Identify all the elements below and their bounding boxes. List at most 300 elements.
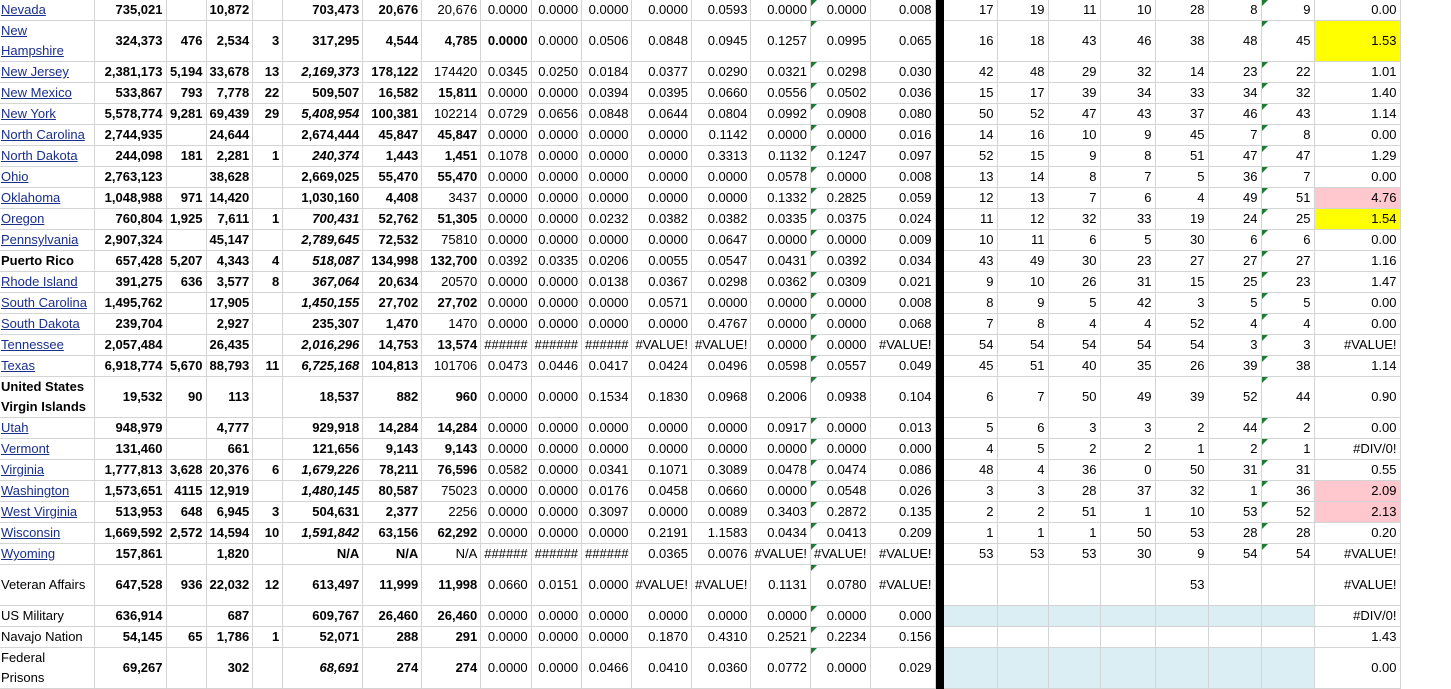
table-cell[interactable]: 2,669,025 (283, 167, 363, 188)
table-cell[interactable]: 3 (1155, 293, 1208, 314)
table-cell[interactable]: 0.0000 (751, 314, 811, 335)
table-cell[interactable]: 760,804 (94, 209, 166, 230)
table-cell[interactable]: 2,377 (363, 502, 422, 523)
row-name-link[interactable]: Nevada (1, 2, 46, 17)
table-cell[interactable]: 52,762 (363, 209, 422, 230)
table-cell[interactable]: 0.0000 (582, 439, 632, 460)
table-cell[interactable]: 68,691 (283, 648, 363, 689)
table-cell[interactable]: 54 (1100, 335, 1155, 356)
table-cell[interactable]: #DIV/0! (1314, 606, 1400, 627)
table-cell[interactable]: 8 (1100, 146, 1155, 167)
row-name-cell[interactable] (0, 460, 94, 481)
table-cell[interactable]: 0.0000 (481, 0, 531, 21)
table-cell[interactable]: 6 (1100, 188, 1155, 209)
table-cell[interactable]: 0.0000 (531, 188, 581, 209)
table-cell[interactable]: 0.0548 (810, 481, 870, 502)
table-cell[interactable]: 29 (1048, 62, 1100, 83)
table-cell[interactable]: 30 (1155, 230, 1208, 251)
table-cell[interactable]: 0.0000 (531, 648, 581, 689)
table-cell[interactable]: 20,676 (422, 0, 481, 21)
table-cell[interactable]: 1470 (422, 314, 481, 335)
table-cell[interactable]: 0.0571 (632, 293, 692, 314)
table-cell[interactable]: 69,267 (94, 648, 166, 689)
table-cell[interactable]: 2,744,935 (94, 125, 166, 146)
table-cell[interactable]: 2,016,296 (283, 335, 363, 356)
table-cell[interactable]: 0.1131 (751, 565, 811, 606)
table-cell[interactable]: 1,048,988 (94, 188, 166, 209)
table-cell[interactable]: 0.0000 (810, 439, 870, 460)
row-name-cell[interactable] (0, 544, 94, 565)
table-cell[interactable]: 0.000 (870, 606, 935, 627)
table-cell[interactable]: 0.0076 (691, 544, 751, 565)
table-cell[interactable]: 9 (1100, 125, 1155, 146)
table-cell[interactable]: 52 (1261, 502, 1314, 523)
table-cell[interactable]: 4 (1048, 314, 1100, 335)
table-cell[interactable]: ###### (582, 335, 632, 356)
table-cell[interactable]: 54 (1048, 335, 1100, 356)
table-cell[interactable]: 0.4310 (691, 627, 751, 648)
table-cell[interactable]: 9 (943, 272, 997, 293)
table-cell[interactable]: 0.3097 (582, 502, 632, 523)
table-cell[interactable]: 391,275 (94, 272, 166, 293)
table-cell[interactable]: 14,594 (206, 523, 253, 544)
table-cell[interactable] (997, 565, 1048, 606)
table-cell[interactable]: 0.3403 (751, 502, 811, 523)
table-cell[interactable]: 0.0000 (810, 314, 870, 335)
table-cell[interactable]: 274 (422, 648, 481, 689)
table-cell[interactable]: 0.0000 (632, 146, 692, 167)
table-cell[interactable]: 2,789,645 (283, 230, 363, 251)
table-cell[interactable] (1261, 627, 1314, 648)
table-cell[interactable]: 0.0578 (751, 167, 811, 188)
table-cell[interactable]: #VALUE! (751, 544, 811, 565)
table-cell[interactable]: 882 (363, 377, 422, 418)
table-cell[interactable]: 324,373 (94, 21, 166, 62)
table-cell[interactable]: 26,435 (206, 335, 253, 356)
table-cell[interactable]: 4,544 (363, 21, 422, 62)
row-name-cell[interactable] (0, 627, 94, 648)
table-cell[interactable]: 1.29 (1314, 146, 1400, 167)
table-cell[interactable]: 7 (1208, 125, 1261, 146)
table-cell[interactable]: 0.0335 (531, 251, 581, 272)
table-cell[interactable]: 0.0000 (751, 125, 811, 146)
table-cell[interactable]: 0.0000 (481, 606, 531, 627)
table-cell[interactable]: 0.0474 (810, 460, 870, 481)
table-cell[interactable]: 0.00 (1314, 648, 1400, 689)
table-cell[interactable]: 14 (1155, 62, 1208, 83)
table-cell[interactable]: 0.0473 (481, 356, 531, 377)
table-cell[interactable]: 134,998 (363, 251, 422, 272)
table-cell[interactable]: 4 (1261, 314, 1314, 335)
table-cell[interactable]: 0.0000 (632, 314, 692, 335)
table-cell[interactable]: 1.43 (1314, 627, 1400, 648)
table-cell[interactable]: 0.0000 (531, 439, 581, 460)
table-cell[interactable]: 43 (1048, 21, 1100, 62)
table-cell[interactable]: 31 (1100, 272, 1155, 293)
table-cell[interactable]: 0.0772 (751, 648, 811, 689)
table-cell[interactable]: 3,577 (206, 272, 253, 293)
table-cell[interactable]: 0.00 (1314, 418, 1400, 439)
table-cell[interactable]: 0.029 (870, 648, 935, 689)
table-cell[interactable]: 0.0000 (632, 167, 692, 188)
table-cell[interactable]: 0.065 (870, 21, 935, 62)
table-cell[interactable]: 0.0206 (582, 251, 632, 272)
table-cell[interactable]: 0.0000 (691, 167, 751, 188)
table-cell[interactable]: 0.0000 (531, 377, 581, 418)
table-cell[interactable]: 0.0377 (632, 62, 692, 83)
table-cell[interactable]: 104,813 (363, 356, 422, 377)
table-cell[interactable]: 4 (1208, 314, 1261, 335)
table-cell[interactable] (943, 648, 997, 689)
table-cell[interactable]: 12 (253, 565, 283, 606)
table-cell[interactable]: 5,670 (166, 356, 206, 377)
table-cell[interactable]: 28 (1208, 523, 1261, 544)
table-cell[interactable]: 0.0000 (531, 481, 581, 502)
table-cell[interactable]: 0.55 (1314, 460, 1400, 481)
row-name-link[interactable]: North Dakota (1, 148, 78, 163)
table-cell[interactable] (253, 439, 283, 460)
table-cell[interactable]: 32 (1261, 83, 1314, 104)
table-cell[interactable]: 367,064 (283, 272, 363, 293)
table-cell[interactable]: 4,777 (206, 418, 253, 439)
table-cell[interactable]: 0.0000 (531, 606, 581, 627)
table-cell[interactable]: 36 (1261, 481, 1314, 502)
table-cell[interactable]: 0.0478 (751, 460, 811, 481)
table-cell[interactable]: 0.0000 (531, 125, 581, 146)
table-cell[interactable]: 1.1583 (691, 523, 751, 544)
table-cell[interactable]: 178,122 (363, 62, 422, 83)
table-cell[interactable]: 2,169,373 (283, 62, 363, 83)
table-cell[interactable]: 0.0660 (691, 83, 751, 104)
table-cell[interactable]: 1.14 (1314, 356, 1400, 377)
table-cell[interactable]: 53 (1155, 565, 1208, 606)
table-cell[interactable]: 3 (253, 502, 283, 523)
table-cell[interactable]: 31 (1261, 460, 1314, 481)
table-cell[interactable]: 46 (1100, 21, 1155, 62)
table-cell[interactable]: 0.1332 (751, 188, 811, 209)
row-name-link[interactable]: Washington (1, 483, 70, 498)
table-cell[interactable]: 0.0000 (481, 627, 531, 648)
table-cell[interactable]: 0.0582 (481, 460, 531, 481)
table-cell[interactable]: 0.0000 (481, 439, 531, 460)
table-cell[interactable]: 0.0598 (751, 356, 811, 377)
table-cell[interactable]: 36 (1208, 167, 1261, 188)
table-cell[interactable]: 2,907,324 (94, 230, 166, 251)
table-cell[interactable]: 1 (1100, 502, 1155, 523)
table-cell[interactable]: 131,460 (94, 439, 166, 460)
table-cell[interactable]: 54 (1261, 544, 1314, 565)
table-cell[interactable]: 1 (253, 627, 283, 648)
table-cell[interactable] (1208, 565, 1261, 606)
table-cell[interactable] (1155, 648, 1208, 689)
table-cell[interactable]: 0.0804 (691, 104, 751, 125)
table-cell[interactable]: 0.0000 (582, 565, 632, 606)
table-cell[interactable]: 1.01 (1314, 62, 1400, 83)
table-cell[interactable]: 0.0055 (632, 251, 692, 272)
table-cell[interactable]: 0.0335 (751, 209, 811, 230)
table-cell[interactable]: 2,763,123 (94, 167, 166, 188)
table-cell[interactable]: 80,587 (363, 481, 422, 502)
table-cell[interactable] (253, 230, 283, 251)
table-cell[interactable]: N/A (422, 544, 481, 565)
table-cell[interactable]: 44 (1261, 377, 1314, 418)
table-cell[interactable]: 0.0917 (751, 418, 811, 439)
table-cell[interactable]: 51,305 (422, 209, 481, 230)
table-cell[interactable]: 6 (997, 418, 1048, 439)
table-cell[interactable]: 42 (1100, 293, 1155, 314)
row-name-cell[interactable] (0, 209, 94, 230)
table-cell[interactable]: 47 (1208, 146, 1261, 167)
row-name-cell[interactable] (0, 356, 94, 377)
table-cell[interactable]: 661 (206, 439, 253, 460)
table-cell[interactable]: 0.0502 (810, 83, 870, 104)
table-cell[interactable]: 10 (253, 523, 283, 544)
table-cell[interactable]: 0.00 (1314, 125, 1400, 146)
table-cell[interactable]: 0.0000 (810, 125, 870, 146)
table-cell[interactable]: 20,634 (363, 272, 422, 293)
table-cell[interactable]: #VALUE! (632, 335, 692, 356)
table-cell[interactable]: 62,292 (422, 523, 481, 544)
table-cell[interactable]: 5,207 (166, 251, 206, 272)
row-name-link[interactable]: Texas (1, 358, 35, 373)
table-cell[interactable] (166, 439, 206, 460)
table-cell[interactable]: 75023 (422, 481, 481, 502)
table-cell[interactable]: 636,914 (94, 606, 166, 627)
table-cell[interactable]: 2.13 (1314, 502, 1400, 523)
table-cell[interactable]: 0.0000 (582, 523, 632, 544)
table-cell[interactable] (166, 544, 206, 565)
table-cell[interactable]: 9,143 (363, 439, 422, 460)
table-cell[interactable]: 3 (1048, 418, 1100, 439)
table-cell[interactable]: 0.0000 (531, 272, 581, 293)
table-cell[interactable]: 0.0000 (481, 648, 531, 689)
table-cell[interactable]: #VALUE! (1314, 544, 1400, 565)
table-cell[interactable]: 11,998 (422, 565, 481, 606)
table-cell[interactable]: 0.0382 (691, 209, 751, 230)
table-cell[interactable]: 2,381,173 (94, 62, 166, 83)
table-cell[interactable]: 27 (1155, 251, 1208, 272)
table-cell[interactable]: 0.008 (870, 0, 935, 21)
table-cell[interactable]: 239,704 (94, 314, 166, 335)
table-cell[interactable]: 0.0660 (691, 481, 751, 502)
table-cell[interactable]: 0.009 (870, 230, 935, 251)
table-cell[interactable]: 0.156 (870, 627, 935, 648)
table-cell[interactable]: 0.0000 (531, 146, 581, 167)
table-cell[interactable]: 54 (943, 335, 997, 356)
table-cell[interactable]: 0.00 (1314, 293, 1400, 314)
table-cell[interactable]: 1.14 (1314, 104, 1400, 125)
table-cell[interactable]: 0.0000 (582, 314, 632, 335)
row-name-cell[interactable] (0, 418, 94, 439)
table-cell[interactable]: 22 (253, 83, 283, 104)
table-cell[interactable]: 0.1257 (751, 21, 811, 62)
table-cell[interactable]: 2,572 (166, 523, 206, 544)
table-cell[interactable]: 1,470 (363, 314, 422, 335)
table-cell[interactable]: 17 (943, 0, 997, 21)
table-cell[interactable]: 50 (943, 104, 997, 125)
table-cell[interactable]: 0.059 (870, 188, 935, 209)
table-cell[interactable]: 55,470 (422, 167, 481, 188)
table-cell[interactable]: 45,847 (422, 125, 481, 146)
row-name-link[interactable]: Wisconsin (1, 525, 61, 540)
table-cell[interactable]: 1,450,155 (283, 293, 363, 314)
table-cell[interactable]: 10 (997, 272, 1048, 293)
table-cell[interactable]: 0.0375 (810, 209, 870, 230)
table-cell[interactable]: 49 (997, 251, 1048, 272)
table-cell[interactable]: 0.026 (870, 481, 935, 502)
table-cell[interactable]: ###### (481, 544, 531, 565)
table-cell[interactable]: 52 (1155, 314, 1208, 335)
table-cell[interactable]: 647,528 (94, 565, 166, 606)
table-cell[interactable]: 0.0000 (810, 0, 870, 21)
table-cell[interactable]: 0.0000 (531, 83, 581, 104)
table-cell[interactable]: 0.0413 (810, 523, 870, 544)
table-cell[interactable]: 32 (1155, 481, 1208, 502)
table-cell[interactable]: 0.0176 (582, 481, 632, 502)
table-cell[interactable]: 38,628 (206, 167, 253, 188)
table-cell[interactable]: 0.90 (1314, 377, 1400, 418)
table-cell[interactable]: 1 (1048, 523, 1100, 544)
table-cell[interactable]: 6 (1208, 230, 1261, 251)
table-cell[interactable]: 39 (1048, 83, 1100, 104)
table-cell[interactable]: 0.0506 (582, 21, 632, 62)
table-cell[interactable]: 4.76 (1314, 188, 1400, 209)
table-cell[interactable]: 0.00 (1314, 314, 1400, 335)
table-cell[interactable]: 0.021 (870, 272, 935, 293)
table-cell[interactable]: 53 (1155, 523, 1208, 544)
table-cell[interactable]: 0.0309 (810, 272, 870, 293)
table-cell[interactable]: 2,281 (206, 146, 253, 167)
table-cell[interactable]: 687 (206, 606, 253, 627)
table-cell[interactable]: 37 (1155, 104, 1208, 125)
table-cell[interactable]: 0.0729 (481, 104, 531, 125)
table-cell[interactable]: 10,872 (206, 0, 253, 21)
table-cell[interactable]: 0.0000 (751, 230, 811, 251)
table-cell[interactable]: ###### (481, 335, 531, 356)
table-cell[interactable]: 0.0360 (691, 648, 751, 689)
table-cell[interactable]: 274 (363, 648, 422, 689)
table-cell[interactable]: 2.09 (1314, 481, 1400, 502)
table-cell[interactable]: 5 (1048, 293, 1100, 314)
table-cell[interactable]: 2,927 (206, 314, 253, 335)
row-name-cell[interactable] (0, 377, 94, 418)
table-cell[interactable]: 2 (997, 502, 1048, 523)
table-cell[interactable]: 0.0458 (632, 481, 692, 502)
table-cell[interactable]: 13 (943, 167, 997, 188)
table-cell[interactable]: 0.0968 (691, 377, 751, 418)
table-cell[interactable]: 7 (1048, 188, 1100, 209)
table-cell[interactable]: 53 (943, 544, 997, 565)
table-cell[interactable]: 54 (997, 335, 1048, 356)
table-cell[interactable]: #VALUE! (870, 565, 935, 606)
table-cell[interactable]: 35 (1100, 356, 1155, 377)
row-name-link[interactable]: New York (1, 106, 56, 121)
table-cell[interactable]: #VALUE! (691, 565, 751, 606)
table-cell[interactable]: 0.0647 (691, 230, 751, 251)
table-cell[interactable]: 0.0000 (582, 627, 632, 648)
table-cell[interactable]: 3 (997, 481, 1048, 502)
table-cell[interactable]: 45 (1155, 125, 1208, 146)
table-cell[interactable]: 0.0000 (751, 0, 811, 21)
table-cell[interactable]: 5,408,954 (283, 104, 363, 125)
table-cell[interactable]: 50 (1155, 460, 1208, 481)
table-cell[interactable] (1155, 606, 1208, 627)
table-cell[interactable]: 54 (1155, 335, 1208, 356)
table-cell[interactable]: 1,820 (206, 544, 253, 565)
table-cell[interactable]: 9 (1155, 544, 1208, 565)
table-cell[interactable]: 12,919 (206, 481, 253, 502)
table-cell[interactable]: 4,343 (206, 251, 253, 272)
table-cell[interactable]: 0.135 (870, 502, 935, 523)
table-cell[interactable]: 29 (253, 104, 283, 125)
table-cell[interactable]: 1 (997, 523, 1048, 544)
table-cell[interactable]: 52 (997, 104, 1048, 125)
table-cell[interactable]: 0.104 (870, 377, 935, 418)
table-cell[interactable]: 0.0000 (691, 188, 751, 209)
table-cell[interactable]: 27,702 (422, 293, 481, 314)
table-cell[interactable] (253, 648, 283, 689)
table-cell[interactable]: 235,307 (283, 314, 363, 335)
table-cell[interactable]: 0.0000 (481, 314, 531, 335)
table-cell[interactable] (1155, 627, 1208, 648)
table-cell[interactable]: 6 (1261, 230, 1314, 251)
table-cell[interactable]: 16 (943, 21, 997, 62)
table-cell[interactable]: 2256 (422, 502, 481, 523)
table-cell[interactable]: 5,194 (166, 62, 206, 83)
table-cell[interactable] (166, 418, 206, 439)
table-cell[interactable]: 0.3313 (691, 146, 751, 167)
table-cell[interactable]: 7 (1100, 167, 1155, 188)
table-cell[interactable]: 0.0089 (691, 502, 751, 523)
table-cell[interactable]: 7 (943, 314, 997, 335)
table-cell[interactable]: 609,767 (283, 606, 363, 627)
table-cell[interactable] (253, 188, 283, 209)
table-cell[interactable]: 2 (1261, 418, 1314, 439)
table-cell[interactable]: 0.0151 (531, 565, 581, 606)
table-cell[interactable]: 3,628 (166, 460, 206, 481)
table-cell[interactable]: 11 (997, 230, 1048, 251)
table-cell[interactable]: 700,431 (283, 209, 363, 230)
table-cell[interactable] (943, 606, 997, 627)
table-cell[interactable]: 0.00 (1314, 167, 1400, 188)
table-cell[interactable]: 0.0000 (632, 230, 692, 251)
table-cell[interactable] (1100, 627, 1155, 648)
table-cell[interactable] (1048, 606, 1100, 627)
table-cell[interactable]: 45 (943, 356, 997, 377)
table-cell[interactable]: 5 (997, 439, 1048, 460)
table-cell[interactable]: 0.016 (870, 125, 935, 146)
table-cell[interactable] (253, 377, 283, 418)
table-cell[interactable]: 23 (1100, 251, 1155, 272)
table-cell[interactable]: 48 (943, 460, 997, 481)
table-cell[interactable]: 27 (1261, 251, 1314, 272)
table-cell[interactable]: 0.0395 (632, 83, 692, 104)
table-cell[interactable]: 0.0466 (582, 648, 632, 689)
table-cell[interactable]: 9,281 (166, 104, 206, 125)
table-cell[interactable]: 30 (1048, 251, 1100, 272)
table-cell[interactable]: 0.0000 (691, 439, 751, 460)
table-cell[interactable]: 0.0321 (751, 62, 811, 83)
table-cell[interactable]: 52 (943, 146, 997, 167)
table-cell[interactable]: 1,786 (206, 627, 253, 648)
table-cell[interactable]: 4 (1155, 188, 1208, 209)
table-cell[interactable]: 0.0000 (582, 125, 632, 146)
table-cell[interactable]: 0.0660 (481, 565, 531, 606)
table-cell[interactable]: 0.0945 (691, 21, 751, 62)
row-name-link[interactable]: New Jersey (1, 64, 69, 79)
table-cell[interactable] (1261, 648, 1314, 689)
table-cell[interactable] (1261, 606, 1314, 627)
